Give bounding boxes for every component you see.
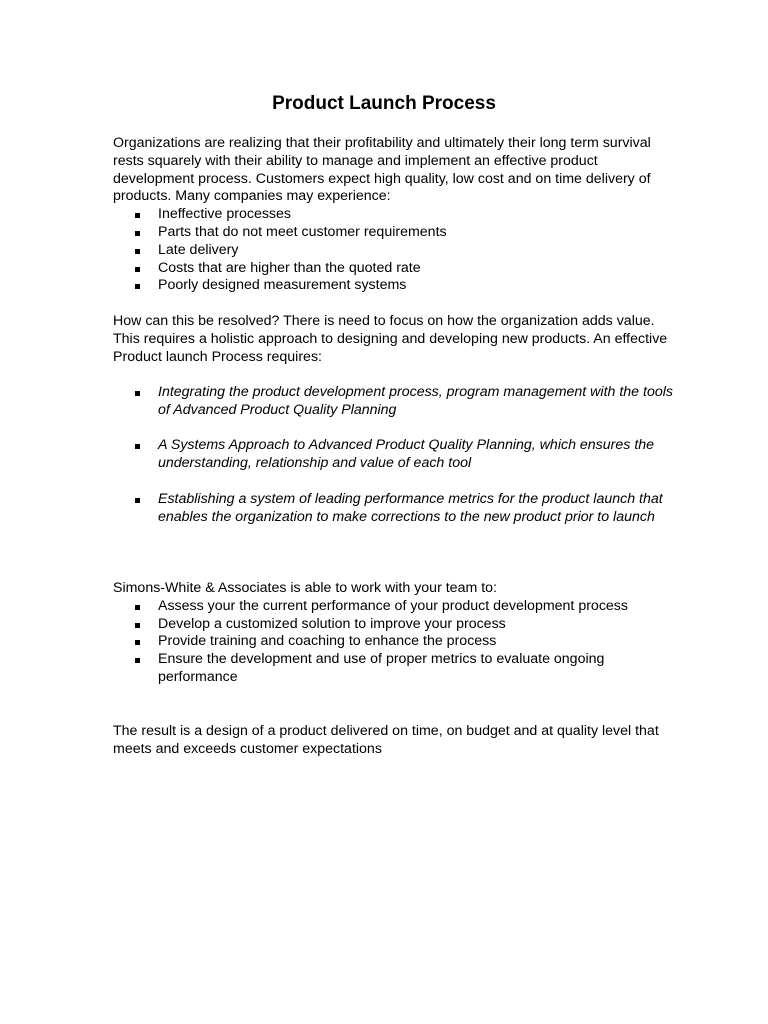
- bullet-icon: [135, 249, 140, 254]
- list-item: A Systems Approach to Advanced Product Quality Planning, which ensures the understanding, relationship and value of each tool: [113, 437, 673, 473]
- list-item: Poorly designed measurement systems: [113, 277, 673, 295]
- bullet-icon: [135, 623, 140, 628]
- list-item: Integrating the product development process, program management with the tools of Advanced Product Quality Planning: [113, 384, 673, 420]
- resolution-section: [113, 313, 673, 366]
- requirements-section: [113, 384, 673, 526]
- list-item: Costs that are higher than the quoted rate: [113, 260, 673, 278]
- document-title: Product Launch Process: [272, 93, 496, 114]
- bullet-icon: [135, 605, 140, 610]
- bullet-icon: [135, 231, 140, 236]
- list-item: Develop a customized solution to improve your process: [113, 616, 673, 634]
- services-section: [113, 580, 673, 687]
- list-item: Provide training and coaching to enhance the process: [113, 633, 673, 651]
- list-item: Establishing a system of leading performance metrics for the product launch that enables the organization to make corrections to the new product prior to launch: [113, 491, 673, 527]
- conclusion-section: [113, 723, 673, 759]
- bullet-icon: [135, 444, 140, 449]
- intro-section: [113, 135, 673, 295]
- bullet-icon: [135, 640, 140, 645]
- bullet-icon: [135, 213, 140, 218]
- list-item: Ensure the development and use of proper metrics to evaluate ongoing performance: [113, 651, 673, 687]
- requirements-list: [113, 384, 673, 526]
- bullet-icon: [135, 284, 140, 289]
- bullet-icon: [135, 658, 140, 663]
- list-item: Late delivery: [113, 242, 673, 260]
- resolution-paragraph: How can this be resolved? There is need to focus on how the organization adds value. This requires a holistic approach to designing and developing new products. An effective Product launch Process requires:: [113, 313, 668, 365]
- list-item: Assess your the current performance of your product development process: [113, 598, 673, 616]
- list-item: Parts that do not meet customer requirements: [113, 224, 673, 242]
- problems-list: [113, 206, 673, 295]
- list-item: Ineffective processes: [113, 206, 673, 224]
- intro-paragraph: Organizations are realizing that their profitability and ultimately their long term survival rests squarely with their ability to manage and implement an effective product development process. Customers expect high quality, low cost and on time delivery of products. Many companies may experience:: [113, 135, 651, 205]
- bullet-icon: [135, 498, 140, 503]
- conclusion-paragraph: The result is a design of a product delivered on time, on budget and at quality level that meets and exceeds customer expectations: [113, 723, 659, 757]
- bullet-icon: [135, 391, 140, 396]
- bullet-icon: [135, 267, 140, 272]
- services-intro: Simons-White & Associates is able to work with your team to:: [113, 580, 497, 596]
- services-list: [113, 598, 673, 687]
